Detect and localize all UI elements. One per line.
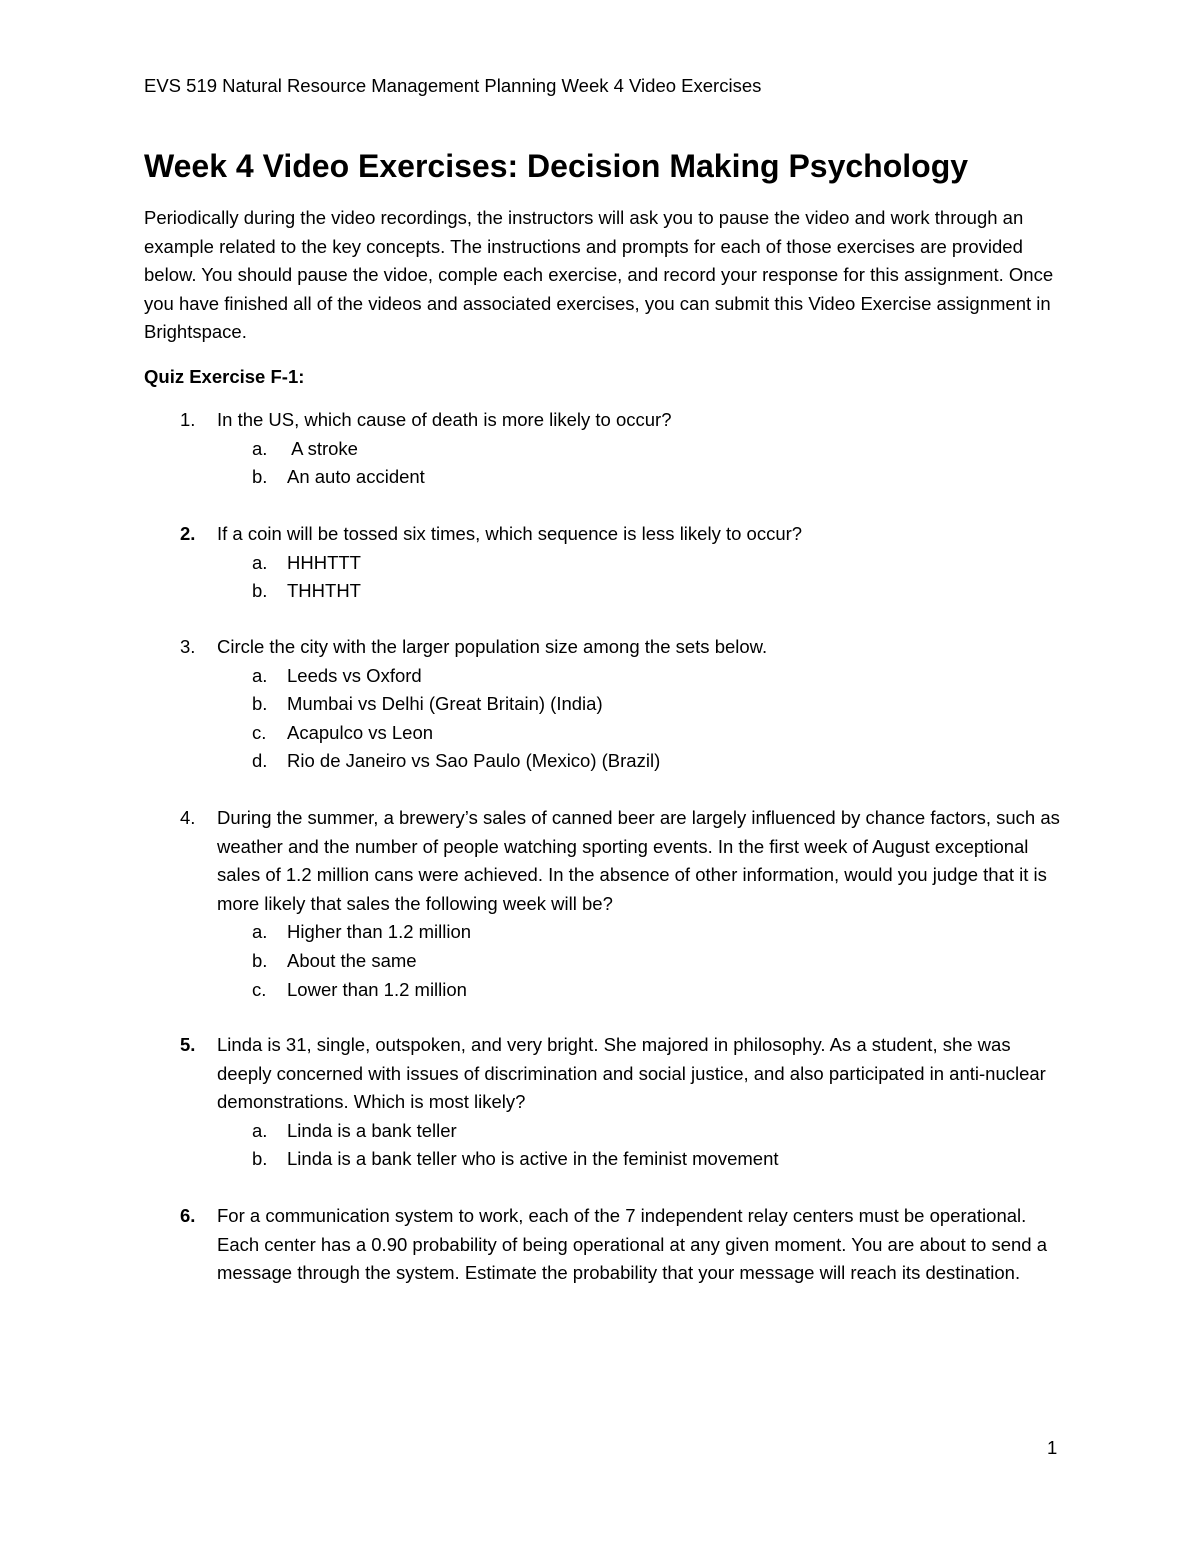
option-text: Lower than 1.2 million	[287, 978, 467, 1000]
question-number: 1.	[180, 409, 196, 430]
answer-option	[144, 690, 1064, 719]
option-text: An auto accident	[287, 466, 425, 488]
answer-option	[144, 549, 1064, 578]
option-text: About the same	[287, 949, 417, 971]
question-5	[144, 1031, 1064, 1174]
option-text: Leeds vs Oxford	[287, 664, 422, 686]
question-number: 5.	[180, 1034, 196, 1055]
question-number: 3.	[180, 636, 196, 657]
question-text: Linda is 31, single, outspoken, and very bright. She majored in philosophy. As a student, she was deeply concerned with issues of discrimination and social justice, and also participated in anti-nuclear demonstrations. Which is most likely?	[217, 1034, 1046, 1113]
answer-option	[144, 1117, 1064, 1146]
option-letter: d.	[252, 750, 268, 772]
option-text: THHTHT	[287, 580, 361, 602]
option-letter: c.	[252, 978, 267, 1000]
option-text: Higher than 1.2 million	[287, 921, 472, 943]
question-text: During the summer, a brewery’s sales of canned beer are largely influenced by chance factors, such as weather and the number of people watching sporting events. In the first week of August exceptional sales of 1.2 million cans were achieved. In the absence of other information, would you judge that it is more likely that sales the following week will be?	[217, 807, 1060, 914]
option-letter: a.	[252, 551, 268, 573]
answer-option	[144, 577, 1064, 606]
option-letter: b.	[252, 466, 268, 488]
option-text: Rio de Janeiro vs Sao Paulo (Mexico) (Brazil)	[287, 750, 661, 772]
answer-option	[144, 947, 1064, 976]
answer-option	[144, 662, 1064, 691]
option-text: Mumbai vs Delhi (Great Britain) (India)	[287, 693, 603, 715]
intro-paragraph: Periodically during the video recordings, the instructors will ask you to pause the video and work through an example related to the key concepts. The instructions and prompts for each of those exercises are provided below. You should pause the vidoe, comple each exercise, and record your response for this assignment. Once you have finished all of the videos and associated exercises, you can submit this Video Exercise assignment in Brightspace.	[144, 207, 1054, 343]
section-heading: Quiz Exercise F-1:	[144, 366, 305, 387]
option-text: Acapulco vs Leon	[287, 721, 434, 743]
option-text: HHHTTT	[287, 551, 361, 573]
answer-option	[144, 463, 1064, 492]
answer-option	[144, 918, 1064, 947]
answer-option	[144, 976, 1064, 1005]
option-letter: a.	[252, 664, 268, 686]
option-letter: a.	[252, 921, 268, 943]
option-letter: a.	[252, 1119, 268, 1141]
answer-option	[144, 719, 1064, 748]
question-2	[144, 520, 1064, 606]
question-6	[144, 1202, 1064, 1288]
answer-options	[144, 918, 1064, 1004]
option-letter: b.	[252, 1148, 268, 1170]
question-4	[144, 804, 1064, 1004]
page-number: 1	[1047, 1437, 1058, 1458]
question-3	[144, 633, 1064, 776]
question-number: 4.	[180, 807, 196, 828]
answer-options	[144, 662, 1064, 776]
option-letter: b.	[252, 949, 268, 971]
option-text: Linda is a bank teller	[287, 1119, 457, 1141]
answer-options	[144, 435, 1064, 492]
option-letter: c.	[252, 721, 267, 743]
question-number: 2.	[180, 523, 196, 544]
option-text: A stroke	[287, 437, 358, 459]
answer-options	[144, 549, 1064, 606]
running-header: EVS 519 Natural Resource Management Planning Week 4 Video Exercises	[144, 75, 762, 96]
answer-option	[144, 1145, 1064, 1174]
question-text: If a coin will be tossed six times, which sequence is less likely to occur?	[217, 523, 803, 544]
option-letter: a.	[252, 437, 268, 459]
option-letter: b.	[252, 580, 268, 602]
option-letter: b.	[252, 693, 268, 715]
answer-options	[144, 1117, 1064, 1174]
question-1	[144, 406, 1064, 492]
question-text: Circle the city with the larger population size among the sets below.	[217, 636, 768, 657]
option-text: Linda is a bank teller who is active in the feminist movement	[287, 1148, 779, 1170]
question-text: For a communication system to work, each of the 7 independent relay centers must be operational. Each center has a 0.90 probability of being operational at any given moment. You are about to send a message through the system. Estimate the probability that your message will reach its destination.	[217, 1205, 1047, 1284]
answer-option	[144, 435, 1064, 464]
question-number: 6.	[180, 1205, 196, 1226]
page-title: Week 4 Video Exercises: Decision Making Psychology	[144, 148, 969, 184]
question-text: In the US, which cause of death is more likely to occur?	[217, 409, 672, 430]
answer-option	[144, 747, 1064, 776]
